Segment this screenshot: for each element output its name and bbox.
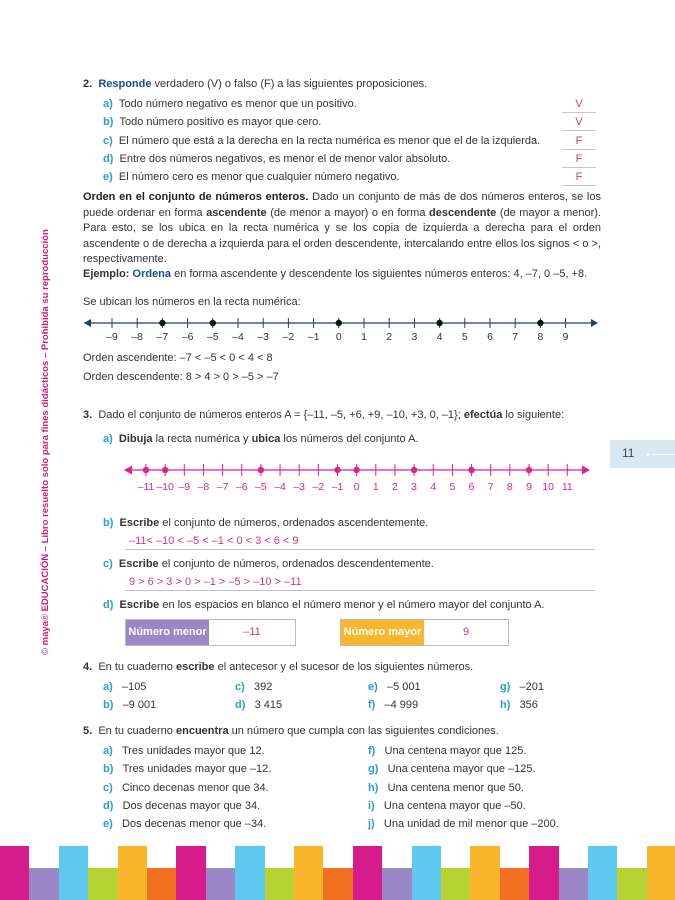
stripe [588, 846, 617, 900]
stripe [88, 868, 117, 900]
q2-item: b) Todo número positivo es mayor que cero. [103, 116, 322, 129]
number-line-example [80, 313, 605, 347]
order-paragraph: Orden en el conjunto de números enteros. Dado un conjunto de más de dos números enteros, se los puede ordenar en forma ascendente (de menor a mayor) o en forma descendente (de mayor a menor). Para esto, se los ubica en la recta numérica y se los copia de izquierda a derecha para el orden ascendente o de derecha a izquierda para el orden descendente, intercalando entre ellos los signos < o >, respectivamente. [83, 191, 602, 265]
q5-item: e) Dos decenas menor que –34. [103, 818, 267, 831]
tick-label: 6 [468, 481, 475, 493]
point [143, 467, 149, 473]
tick-label: 6 [487, 331, 493, 343]
q5-item: b) Tres unidades mayor que –12. [103, 763, 272, 776]
stripe [29, 868, 58, 900]
stripe [59, 846, 88, 900]
stripe [529, 846, 558, 900]
page-number: 11 [622, 446, 635, 460]
q5-item: a) Tres unidades mayor que 12. [103, 745, 265, 757]
q3b-answer: –11< –10 < –5 < –1 < 0 < 3 < 6 < 9 [125, 534, 595, 550]
q4-item: g) –201 [500, 681, 545, 693]
tick-label: 9 [526, 481, 532, 493]
tick-label: 8 [537, 331, 544, 343]
tick-label: –5 [255, 481, 267, 493]
point [258, 467, 264, 473]
max-box [340, 619, 509, 646]
point [334, 467, 340, 473]
tick-label: 2 [386, 331, 393, 343]
q3d: d) Escribe en los espacios en blanco el número menor y el número mayor del conjunto A. [103, 599, 545, 611]
tick-label: –9 [178, 481, 191, 493]
tick-label: –2 [282, 331, 295, 343]
tick-label: 4 [436, 331, 443, 343]
q2-answer: V [562, 97, 596, 113]
stripe [176, 846, 205, 900]
q3c: c) Escribe el conjunto de números, ordenados descendentemente. [103, 558, 434, 570]
tick-label: 0 [335, 331, 342, 343]
q5-item: d) Dos decenas mayor que 34. [103, 799, 261, 812]
q4-item: f) –4 999 [368, 699, 419, 711]
q4-header: 4. En tu cuaderno escribe el antecesor y el sucesor de los siguientes números. [83, 661, 474, 673]
point [336, 320, 342, 326]
point [436, 320, 442, 326]
point [537, 320, 543, 326]
stripe [0, 846, 29, 900]
q2-answer: F [562, 134, 596, 150]
min-label: Número menor [126, 620, 209, 645]
tick-label: 7 [487, 481, 494, 493]
stripe [235, 846, 264, 900]
tick-label: –1 [307, 331, 320, 343]
tick-label: 5 [449, 481, 456, 493]
stripe [382, 868, 411, 900]
q5-item: f) Una centena mayor que 125. [368, 745, 527, 757]
tick-label: –4 [232, 331, 244, 343]
stripe [265, 868, 294, 900]
q2-item: d) Entre dos números negativos, es menor el de menor valor absoluto. [103, 152, 451, 165]
decorative-stripes [0, 846, 675, 900]
tick-label: –3 [293, 481, 306, 493]
tick-label: 1 [372, 481, 379, 493]
tick-label: 4 [430, 481, 437, 493]
point [159, 320, 165, 326]
max-value: 9 [462, 626, 470, 638]
q5-header: 5. En tu cuaderno encuentra un número que cumpla con las siguientes condiciones. [83, 725, 499, 737]
stripe [206, 868, 235, 900]
stripe [617, 868, 646, 900]
stripe [412, 846, 441, 900]
stripe [470, 846, 499, 900]
q2-answer: F [562, 170, 596, 186]
desc-result: Orden descendente: 8 > 4 > 0 > –5 > –7 [83, 371, 279, 383]
tick-label: 3 [411, 331, 418, 343]
stripe [118, 846, 147, 900]
tick-label: –4 [274, 481, 286, 493]
q4-item: b) –9 001 [103, 699, 157, 711]
tick-label: –7 [216, 481, 229, 493]
arrow-left-icon [124, 466, 132, 475]
q4-item: c) 392 [235, 681, 273, 693]
tick-label: 5 [461, 331, 468, 343]
arrow-left-icon [84, 319, 91, 327]
q5-item: g) Una centena mayor que –125. [368, 763, 536, 776]
tick-label: 9 [562, 331, 569, 343]
stripe [500, 868, 529, 900]
tick-label: –3 [257, 331, 270, 343]
tick-label: –5 [206, 331, 219, 343]
q4-item: d) 3 415 [235, 699, 283, 711]
stripe [294, 846, 323, 900]
tick-label: 0 [353, 481, 360, 493]
point [353, 467, 359, 473]
tick-label: 8 [506, 481, 513, 493]
locate-text: Se ubican los números en la recta numérica: [83, 296, 301, 308]
q5-item: c) Cinco decenas menor que 34. [103, 781, 269, 794]
stripe [441, 868, 470, 900]
stripe [647, 846, 675, 900]
point [162, 467, 168, 473]
asc-result: Orden ascendente: –7 < –5 < 0 < 4 < 8 [83, 352, 273, 364]
tick-label: –9 [106, 331, 118, 343]
tick-label: –7 [156, 331, 169, 343]
tick-label: 1 [361, 331, 367, 343]
tick-label: 11 [561, 481, 573, 493]
min-value: –11 [243, 626, 261, 638]
tick-label: 7 [512, 331, 519, 343]
tick-label: –11 [137, 481, 155, 493]
arrow-right-icon [582, 466, 590, 475]
q2-item: c) El número que está a la derecha en la recta numérica es menor que el de la izquierda. [103, 134, 541, 147]
q3-header: 3. Dado el conjunto de números enteros A = {–11, –5, +6, +9, –10, +3, 0, –1}; efectúa lo siguiente: [83, 409, 565, 421]
q3a: a) Dibuja la recta numérica y ubica los números del conjunto A. [103, 433, 419, 445]
arrow-right-icon [591, 319, 598, 327]
q4-item: e) –5 001 [368, 681, 421, 693]
copyright-side-text: © maya® EDUCACIÓN – Libro resuelto solo para fines didácticos – Prohibida su reproducción [40, 229, 51, 655]
q2-answer: F [562, 152, 596, 168]
min-box [125, 619, 296, 646]
tick-label: –6 [181, 331, 194, 343]
q2-answer: V [562, 115, 596, 131]
tick-label: 10 [542, 481, 554, 493]
tick-label: 3 [411, 481, 418, 493]
q4-item: h) 356 [500, 699, 538, 711]
q5-item: j) Una unidad de mil menor que –200. [368, 818, 559, 831]
tick-label: –6 [235, 481, 248, 493]
q5-item: i) Una centena mayor que –50. [368, 799, 526, 812]
stripe [559, 868, 588, 900]
q5-item: h) Una centena menor que 50. [368, 781, 524, 794]
point [210, 320, 216, 326]
point [526, 467, 532, 473]
point [468, 467, 474, 473]
tick-label: 2 [392, 481, 398, 493]
number-line-set-a [122, 458, 592, 498]
q2-header: 2. Responde verdadero (V) o falso (F) a las siguientes proposiciones. [83, 78, 428, 90]
q2-item: a) Todo número negativo es menor que un positivo. [103, 98, 357, 110]
q3b: b) Escribe el conjunto de números, ordenados ascendentemente. [103, 517, 429, 529]
example-line: Ejemplo: Ordena en forma ascendente y descendente los siguientes números enteros: 4, –7, 0 –5, +8. [83, 268, 588, 280]
tick-label: –8 [197, 481, 210, 493]
tick-label: –1 [331, 481, 344, 493]
point [411, 467, 417, 473]
tick-label: –2 [312, 481, 325, 493]
tick-label: –10 [156, 481, 174, 493]
page-number-tab [610, 440, 675, 468]
tick-label: –8 [131, 331, 144, 343]
q2-item: e) El número cero es menor que cualquier número negativo. [103, 171, 400, 184]
q3c-answer: 9 > 6 > 3 > 0 > –1 > –5 > –10 > –11 [125, 575, 595, 591]
stripe [147, 868, 176, 900]
stripe [323, 868, 352, 900]
q4-item: a) –105 [103, 681, 147, 693]
max-label: Número mayor [341, 620, 424, 645]
stripe [353, 846, 382, 900]
brand-logo: maya [40, 621, 51, 646]
